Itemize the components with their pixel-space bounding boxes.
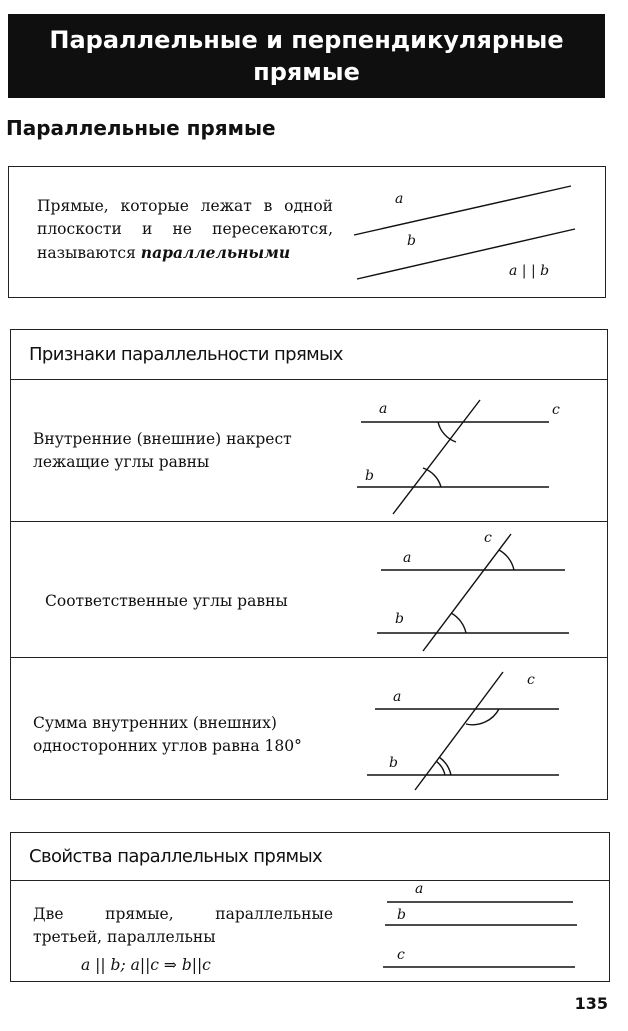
properties-box [10,832,610,982]
definition-box [8,166,606,298]
label-a: a [415,881,424,897]
page-title-line2: прямые [253,58,360,86]
label-b: b [397,907,406,923]
section-heading: Параллельные прямые [6,116,276,140]
properties-formula: a || b; a||c ⇒ b||c [81,956,211,974]
line-a [354,186,571,235]
label-c: c [397,947,405,963]
angle-arc-top [438,422,456,442]
angle-arc-bottom-inner [436,761,445,775]
label-c: c [527,672,535,688]
alternate-angles-figure [11,380,609,521]
angle-arc-bottom [451,613,466,633]
definition-text-plain: Прямые, которые лежат в одной плоскости и не пересекаются, называются [37,197,333,262]
page-number: 135 [574,994,608,1013]
sign-row-alternate [11,380,607,521]
sign-text: Сумма внутренних (внешних) односторонних углов равна 180° [33,714,302,755]
line-c [393,400,480,514]
label-b: b [407,233,416,249]
label-a: a [379,401,388,417]
sign-text: Внутренние (внешние) накрест лежащие углы равны [33,430,292,471]
label-a: a [393,689,402,705]
signs-box [10,329,608,800]
label-b: b [389,755,398,771]
angle-arc-top [499,550,514,570]
signs-title: Признаки параллельности прямых [11,330,607,380]
sign-text: Соответственные углы равны [45,592,288,610]
definition-text-emph: параллельными [140,243,291,262]
sign-row-corresponding [11,521,607,657]
parallel-notation: a | | b [509,263,550,279]
line-c [415,672,503,790]
label-c: c [484,530,492,546]
sign-row-consecutive [11,657,607,799]
label-a: a [395,191,404,207]
angle-arc-top [466,709,499,725]
label-c: c [552,402,560,418]
properties-title: Свойства параллельных прямых [11,833,609,881]
three-parallel-lines-figure [11,833,611,983]
page-title-line1: Параллельные и перпендикулярные [49,26,564,54]
label-b: b [395,611,404,627]
consecutive-angles-figure [11,658,609,800]
label-a: a [403,550,412,566]
page-title-banner [8,14,605,98]
label-b: b [365,468,374,484]
properties-text: Две прямые, параллельные третьей, параллельны [33,905,333,946]
parallel-lines-figure [9,167,607,299]
corresponding-angles-figure [11,522,609,658]
